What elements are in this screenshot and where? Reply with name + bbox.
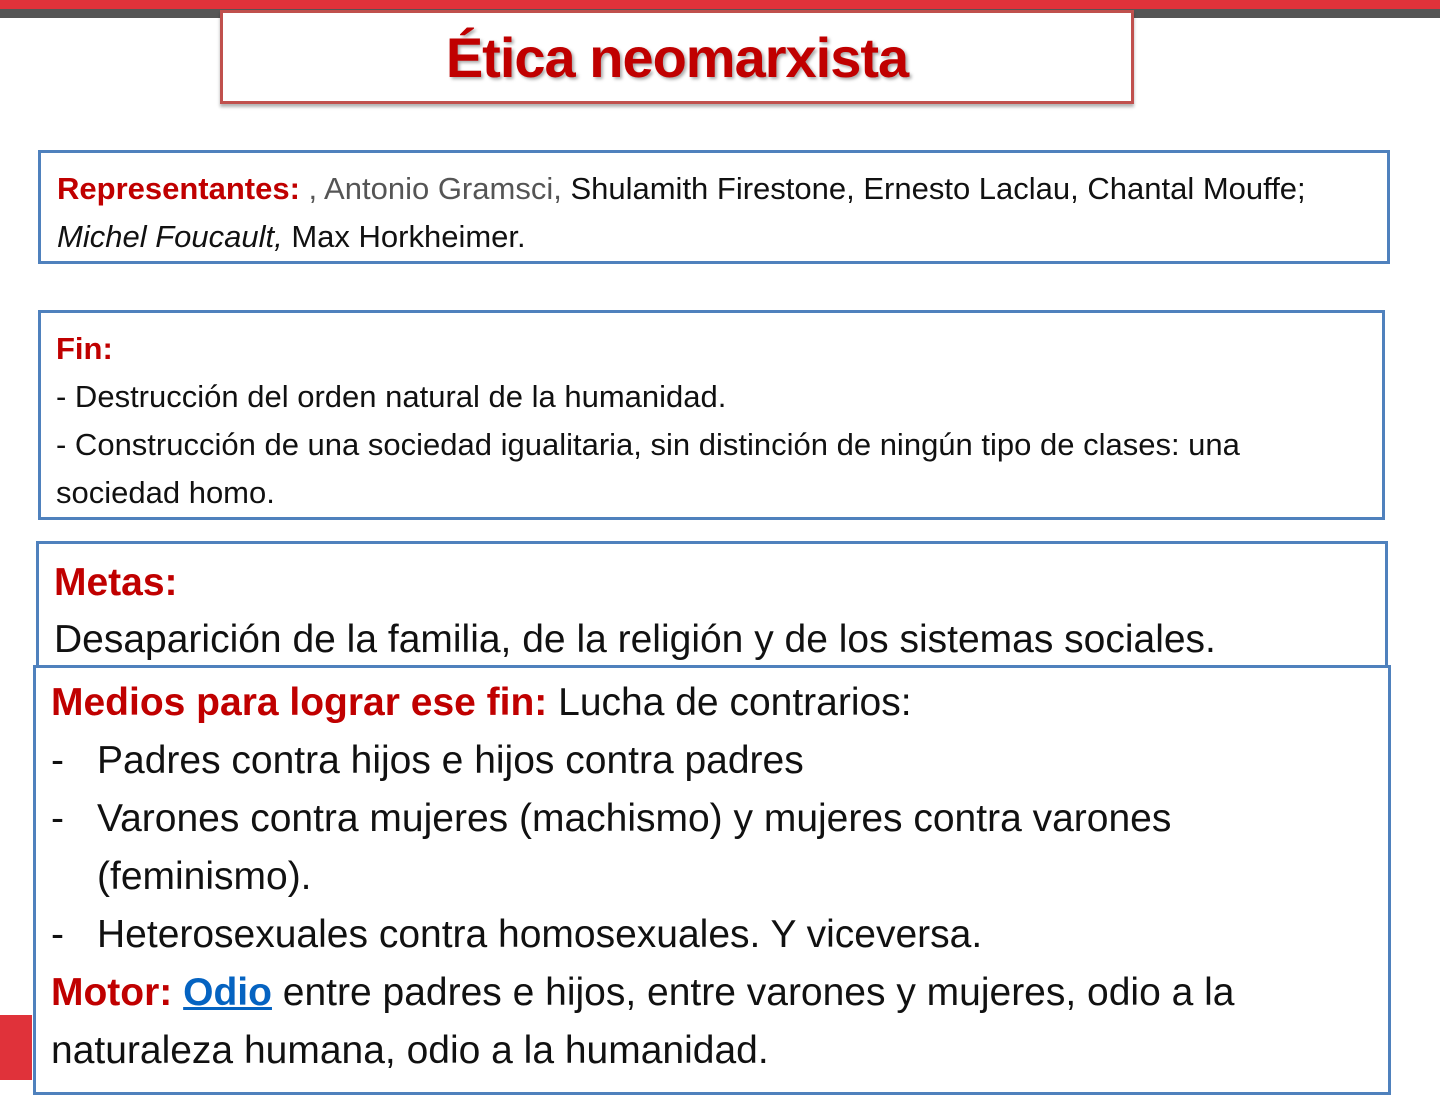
list-item-text: Heterosexuales contra homosexuales. Y viceversa. (97, 913, 983, 956)
corner-accent-square (0, 1015, 32, 1080)
fin-item: - Destrucción del orden natural de la humanidad. (56, 379, 727, 414)
fin-label: Fin: (56, 331, 113, 366)
title-box (220, 10, 1134, 104)
representantes-box (38, 150, 1390, 264)
odio-link[interactable]: Odio (183, 971, 272, 1014)
list-item: - Varones contra mujeres (machismo) y mujeres contra varones (feminismo). (51, 790, 1373, 906)
list-item-text: Varones contra mujeres (machismo) y mujeres contra varones (feminismo). (97, 797, 1172, 898)
representantes-label: Representantes: (57, 171, 300, 206)
list-item: - Padres contra hijos e hijos contra padres (51, 732, 1373, 790)
slide-title: Ética neomarxista (445, 25, 909, 89)
motor-label: Motor: (51, 971, 173, 1014)
representantes-italic: Michel Foucault, (57, 219, 283, 254)
representantes-part1: , Antonio Gramsci, (308, 171, 562, 206)
representantes-part2: Shulamith Firestone, Ernesto Laclau, Chantal Mouffe; (561, 171, 1306, 206)
medios-text: Lucha de contrarios: (547, 681, 912, 724)
metas-text: Desaparición de la familia, de la religión y de los sistemas sociales. (54, 618, 1216, 661)
metas-box (36, 541, 1388, 673)
representantes-part3: Max Horkheimer. (282, 219, 526, 254)
metas-label: Metas: (54, 561, 178, 604)
list-item-text: Padres contra hijos e hijos contra padres (97, 739, 804, 782)
medios-label: Medios para lograr ese fin: (51, 681, 548, 724)
fin-item: - Construcción de una sociedad igualitaria, sin distinción de ningún tipo de clases: una sociedad homo. (56, 427, 1240, 510)
motor-text: entre padres e hijos, entre varones y mujeres, odio a la naturaleza humana, odio a la humanidad. (51, 971, 1235, 1072)
fin-box (38, 310, 1385, 520)
top-accent-bar (0, 0, 1440, 9)
medios-box (33, 665, 1391, 1095)
list-item: - Heterosexuales contra homosexuales. Y viceversa. (51, 906, 1373, 964)
